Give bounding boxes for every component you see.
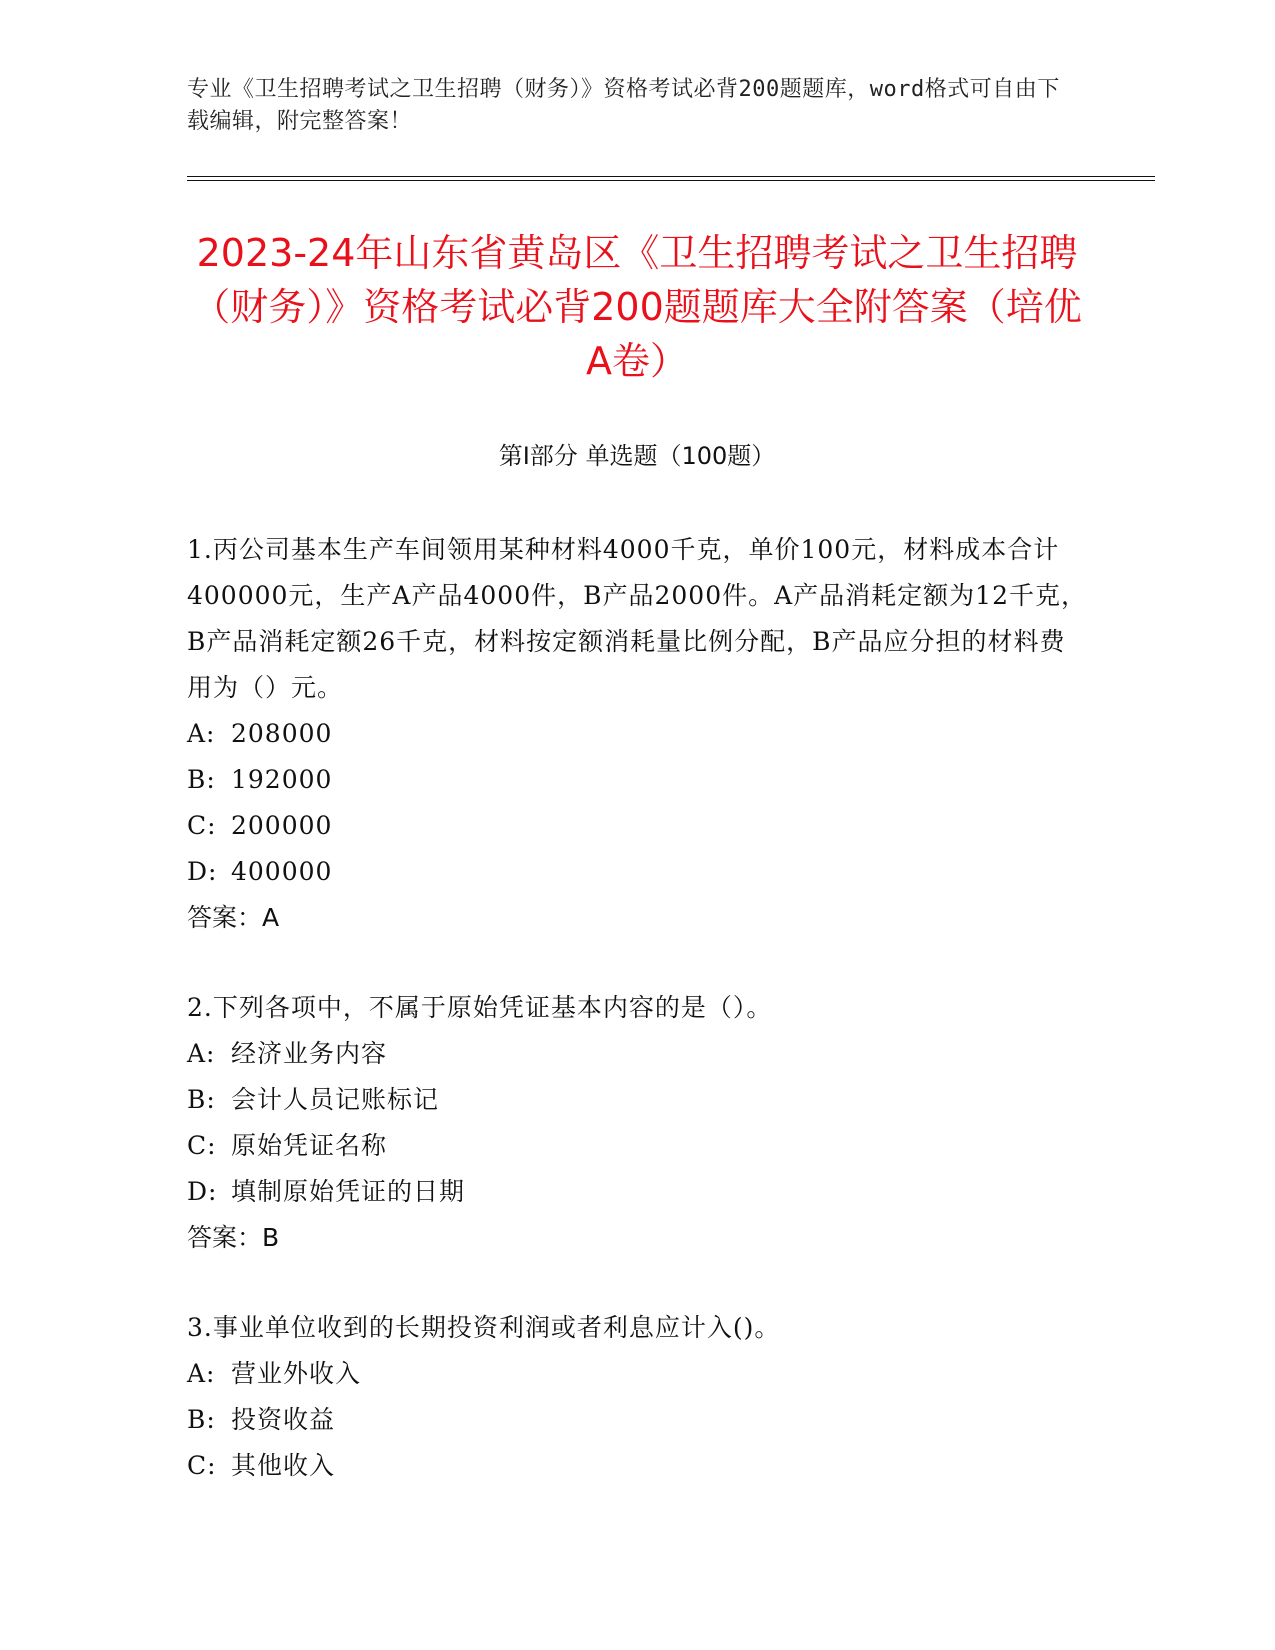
option-letter: C: bbox=[187, 811, 217, 840]
option-text: 会计人员记账标记 bbox=[231, 1085, 440, 1114]
option-letter: A: bbox=[187, 1039, 216, 1068]
question-list bbox=[187, 527, 1087, 1533]
option-b bbox=[187, 1077, 1087, 1123]
option-letter: C: bbox=[187, 1131, 217, 1160]
section-heading: 第I部分 单选题（100题） bbox=[498, 442, 776, 470]
option-letter: B: bbox=[187, 1405, 216, 1434]
header-rule-bottom bbox=[187, 180, 1155, 181]
option-text: 填制原始凭证的日期 bbox=[231, 1177, 466, 1206]
option-text: 原始凭证名称 bbox=[231, 1131, 388, 1160]
answer-label: 答案： bbox=[187, 1223, 263, 1252]
option-letter: B: bbox=[187, 765, 216, 794]
document-title: 2023-24年山东省黄岛区《卫生招聘考试之卫生招聘（财务）》资格考试必背200题题库大全附答案（培优A卷） bbox=[192, 231, 1082, 383]
option-text: 192000 bbox=[231, 765, 333, 794]
option-c bbox=[187, 1123, 1087, 1169]
question-stem: 2.下列各项中，不属于原始凭证基本内容的是（）。 bbox=[187, 993, 773, 1022]
option-letter: C: bbox=[187, 1451, 217, 1480]
option-letter: B: bbox=[187, 1085, 216, 1114]
question-stem: 3.事业单位收到的长期投资利润或者利息应计入()。 bbox=[187, 1313, 781, 1342]
option-c bbox=[187, 803, 1087, 849]
option-letter: A: bbox=[187, 1359, 216, 1388]
option-d bbox=[187, 1169, 1087, 1215]
option-a bbox=[187, 711, 1087, 757]
option-text: 投资收益 bbox=[231, 1405, 336, 1434]
header-note: 专业《卫生招聘考试之卫生招聘（财务）》资格考试必背200题题库，word格式可自由下载编辑，附完整答案！ bbox=[187, 77, 1060, 134]
answer-line bbox=[187, 895, 1087, 941]
answer-value: A bbox=[262, 903, 280, 932]
option-text: 200000 bbox=[231, 811, 333, 840]
option-d bbox=[187, 849, 1087, 895]
answer-line bbox=[187, 1215, 1087, 1261]
question-1 bbox=[187, 527, 1087, 941]
option-text: 208000 bbox=[231, 719, 333, 748]
option-letter: D: bbox=[187, 857, 218, 886]
option-a bbox=[187, 1031, 1087, 1077]
option-letter: D: bbox=[187, 1177, 218, 1206]
option-text: 400000 bbox=[231, 857, 333, 886]
option-b bbox=[187, 757, 1087, 803]
option-text: 经济业务内容 bbox=[231, 1039, 388, 1068]
option-a bbox=[187, 1351, 1087, 1397]
question-3 bbox=[187, 1305, 1087, 1489]
question-2 bbox=[187, 985, 1087, 1261]
answer-label: 答案： bbox=[187, 903, 263, 932]
header-rule-top bbox=[187, 176, 1155, 177]
option-letter: A: bbox=[187, 719, 216, 748]
option-text: 其他收入 bbox=[231, 1451, 336, 1480]
option-c bbox=[187, 1443, 1087, 1489]
question-stem: 1.丙公司基本生产车间领用某种材料4000千克，单价100元，材料成本合计400000元，生产A产品4000件，B产品2000件。A产品消耗定额为12千克，B产品消耗定额26千克，材料按定额消耗量比例分配，B产品应分担的材料费用为（）元。 bbox=[187, 535, 1087, 702]
option-text: 营业外收入 bbox=[231, 1359, 362, 1388]
answer-value: B bbox=[262, 1223, 280, 1252]
option-b bbox=[187, 1397, 1087, 1443]
